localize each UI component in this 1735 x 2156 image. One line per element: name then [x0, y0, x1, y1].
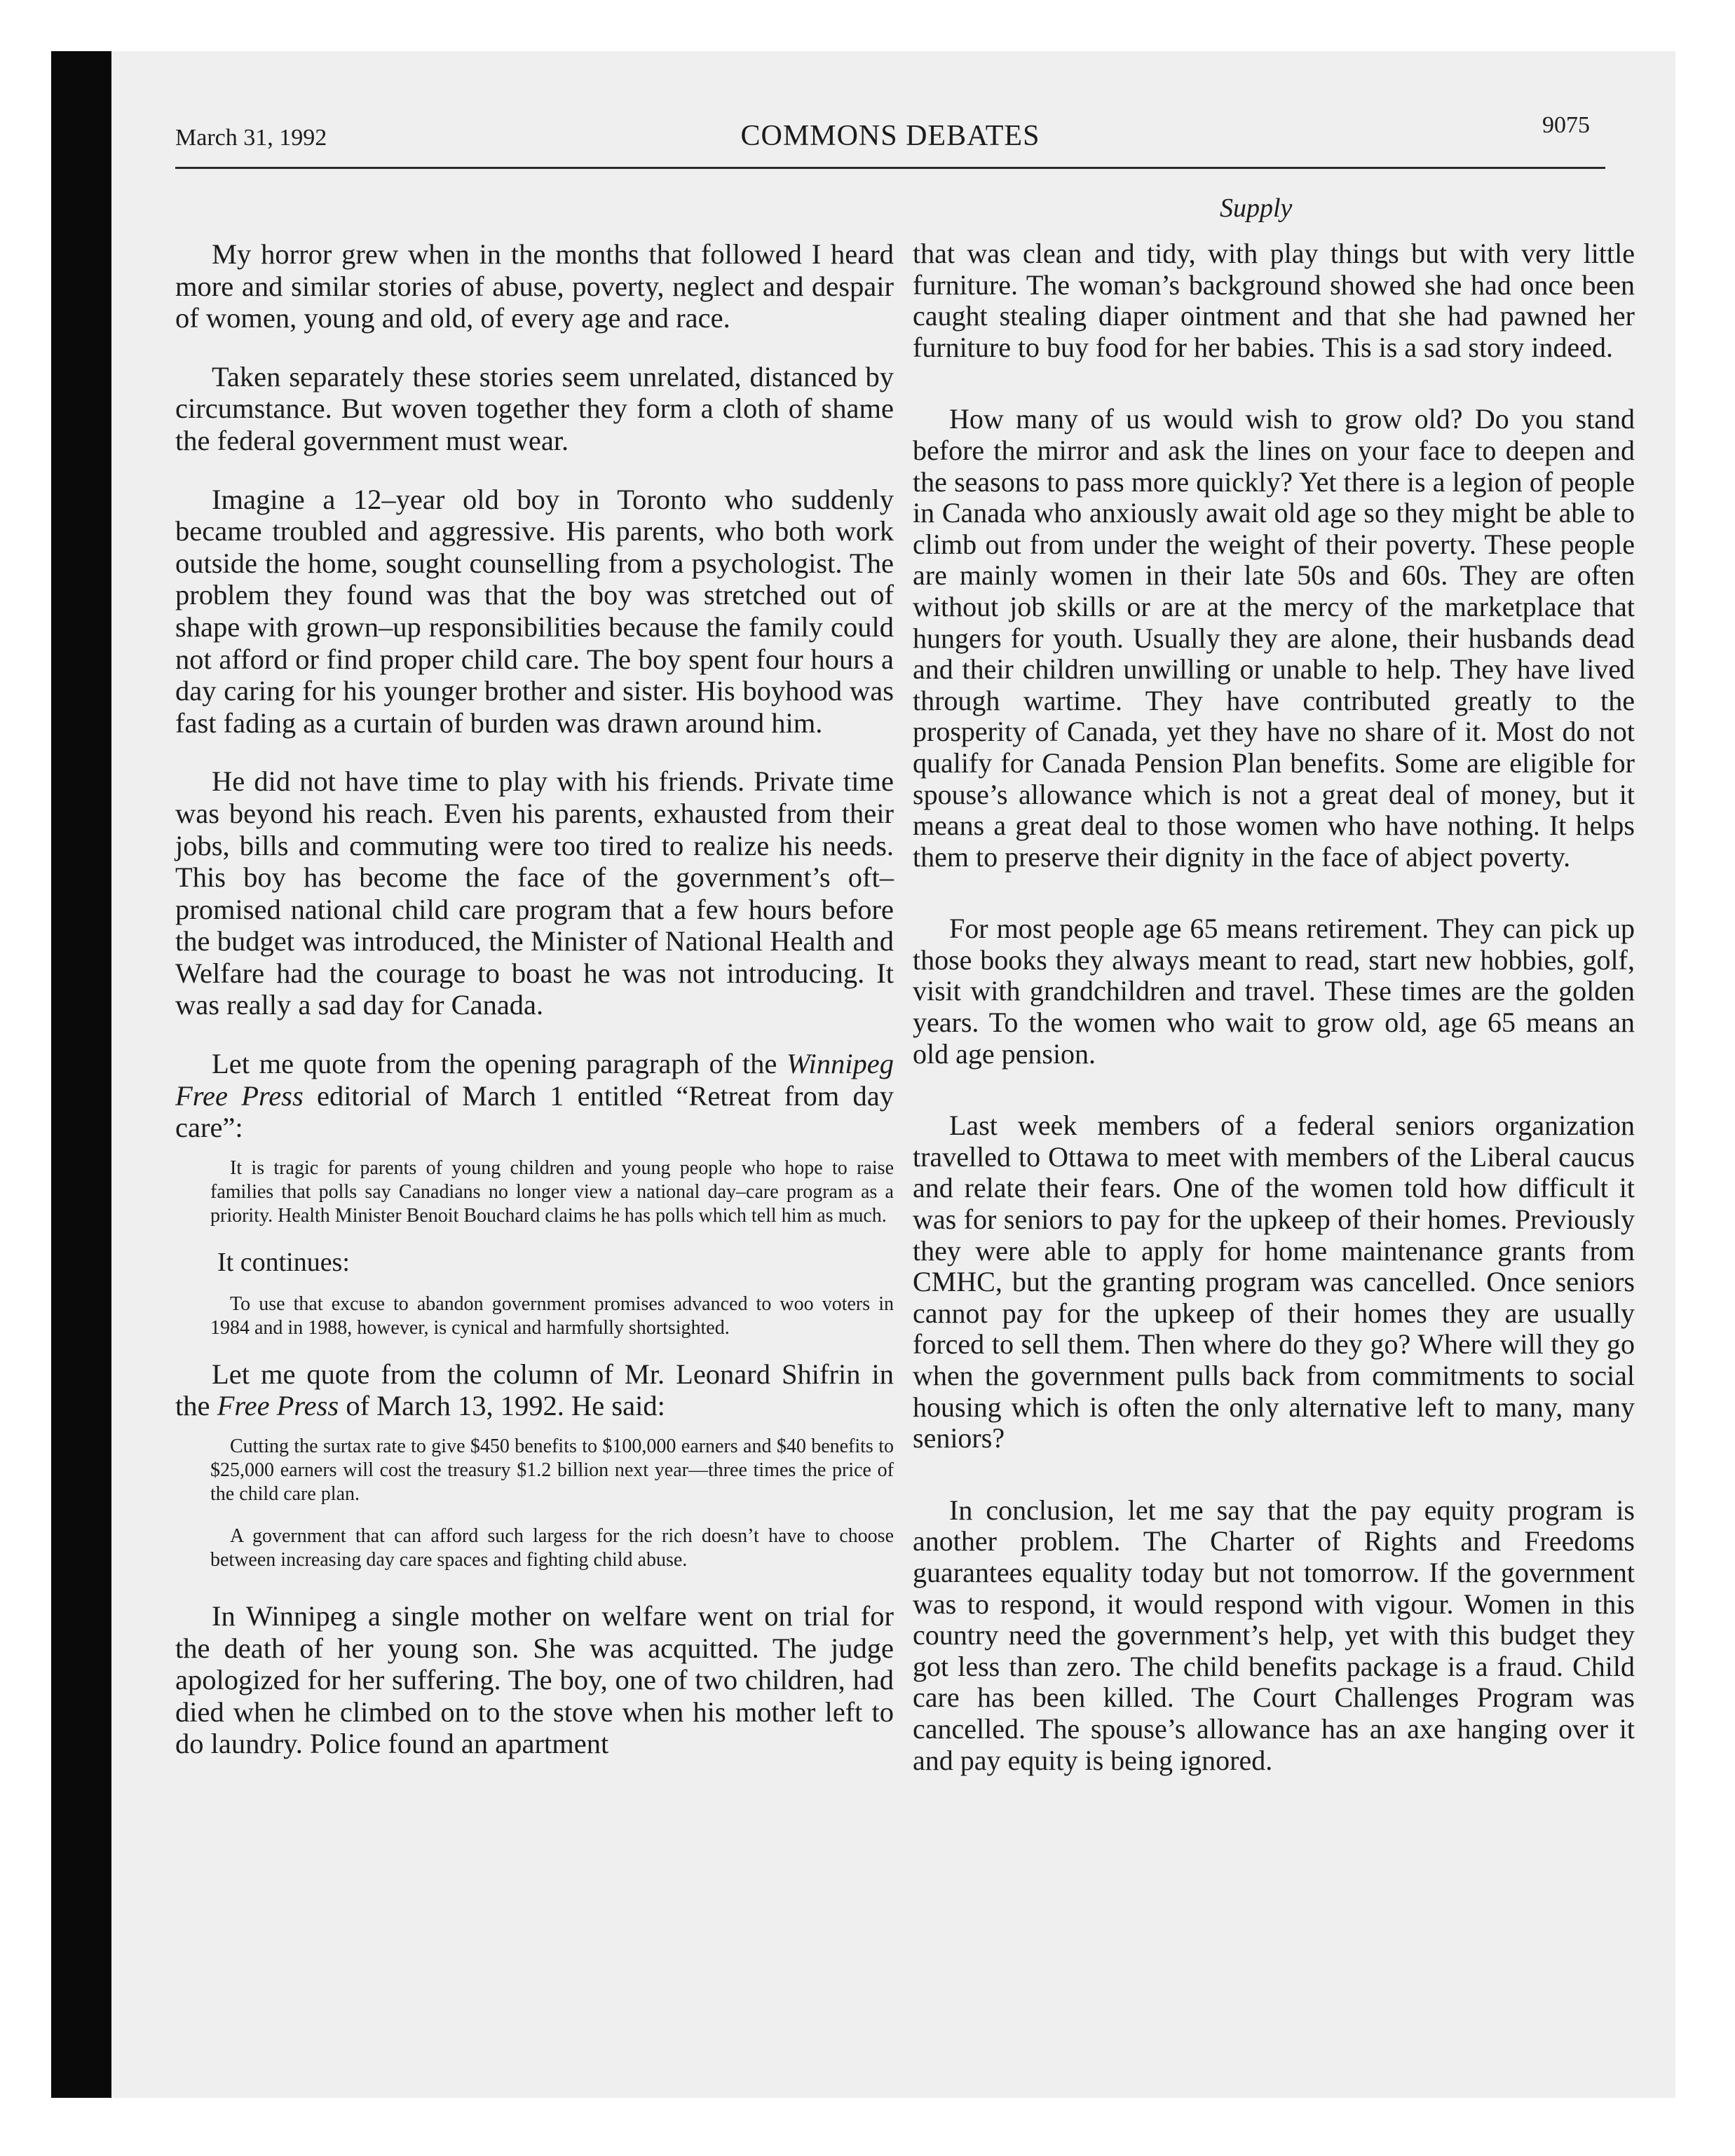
- paragraph: It continues:: [217, 1247, 350, 1277]
- paragraph: Last week members of a federal seniors organization travelled to Ottawa to meet with members of the Liberal caucus and relate their fears. One of the women told how difficult it was for seniors to pay for the upkeep of their homes. Previously they were able to apply for home maintenance grants from CMHC, but the granting program was cancelled. Once seniors cannot pay for the upkeep of their homes they are usually forced to sell them. Then where do they go? Where will they go when the government pulls back from commitments to social housing which is often the only alternative left to many, many seniors?: [913, 1110, 1635, 1454]
- paragraph: How many of us would wish to grow old? Do you stand before the mirror and ask the lines on your face to deepen and the seasons to pass more quickly? Yet there is a legion of people in Canada who anxiously await old age so they might be able to climb out from under the weight of their poverty. These people are mainly women in their late 50s and 60s. They are often without job skills or are at the mercy of the marketplace that hungers for youth. Usually they are alone, their husbands dead and their children unwilling or unable to help. They have lived through wartime. They have contributed greatly to the prosperity of Canada, yet they have no share of it. Most do not qualify for Canada Pension Plan benefits. Some are eligible for spouse’s allowance which is not a great deal of money, but it means a great deal to those women who have nothing. It helps them to preserve their dignity in the face of abject poverty.: [913, 403, 1635, 873]
- publication-title: Winnipeg Free Press: [175, 1048, 894, 1112]
- section-title: Supply: [1220, 193, 1293, 223]
- block-quote: To use that excuse to abandon government promises advanced to woo voters in 1984 and in 1988, however, is cynical and harmfully shortsighted.: [210, 1292, 894, 1339]
- paragraph: He did not have time to play with his friends. Private time was beyond his reach. Even his parents, exhausted from their jobs, bills and commuting were too tired to realize his needs. This boy has become the face of the government’s oft–promised national child care program that a few hours before the budget was introduced, the Minister of National Health and Welfare had the courage to boast he was not introducing. It was really a sad day for Canada.: [175, 765, 894, 1021]
- paragraph: Imagine a 12–year old boy in Toronto who suddenly became troubled and aggressive. His parents, who both work outside the home, sought counselling from a psychologist. The problem they found was that the boy was stretched out of shape with grown–up responsibilities because the family could not afford or find proper child care. The boy spent four hours a day caring for his younger brother and sister. His boyhood was fast fading as a curtain of burden was drawn around him.: [175, 483, 894, 739]
- paragraph: that was clean and tidy, with play things but with very little furniture. The woman’s background showed she had once been caught stealing diaper ointment and that she had pawned her furniture to buy food for her babies. This is a sad story indeed.: [913, 238, 1635, 363]
- paragraph-text: editorial of March 1 entitled “Retreat from day care”:: [175, 1079, 894, 1144]
- right-column: [913, 238, 1635, 1817]
- header-title: COMMONS DEBATES: [740, 120, 1040, 152]
- paragraph-text: Let me quote from the column of Mr. Leonard Shifrin in the: [175, 1358, 894, 1422]
- paragraph: In Winnipeg a single mother on welfare went on trial for the death of her young son. She was acquitted. The judge apologized for her suffering. The boy, one of two children, had died when he climbed on to the stove when his mother left to do laundry. Police found an apartment: [175, 1600, 894, 1760]
- paragraph: My horror grew when in the months that followed I heard more and similar stories of abuse, poverty, neglect and despair of women, young and old, of every age and race.: [175, 238, 894, 334]
- header-date: March 31, 1992: [175, 125, 327, 151]
- header-rule: [175, 167, 1605, 169]
- paragraph-text: of March 13, 1992. He said:: [339, 1390, 665, 1422]
- page-header: [175, 112, 1605, 168]
- block-quote: A government that can afford such largess for the rich doesn’t have to choose between increasing day care spaces and fighting child abuse.: [210, 1525, 894, 1571]
- paragraph: [175, 1358, 894, 1422]
- paragraph: In conclusion, let me say that the pay equity program is another problem. The Charter of Rights and Freedoms guarantees equality today but not tomorrow. If the government was to respond, it would respond with vigour. Women in this country need the government’s help, yet with this budget they got less than zero. The child benefits package is a fraud. Child care has been killed. The Court Challenges Program was cancelled. The spouse’s allowance has an axe hanging over it and pay equity is being ignored.: [913, 1494, 1635, 1776]
- paragraph: [175, 1048, 894, 1144]
- page-number: 9075: [1542, 112, 1590, 138]
- publication-title: Free Press: [217, 1390, 339, 1422]
- paragraph: For most people age 65 means retirement. They can pick up those books they always meant to read, start new hobbies, golf, visit with grandchildren and travel. These times are the golden years. To the women who wait to grow old, age 65 means an old age pension.: [913, 913, 1635, 1070]
- scan-border: [51, 51, 111, 2098]
- block-quote: Cutting the surtax rate to give $450 benefits to $100,000 earners and $40 benefits to $25,000 earners will cost the treasury $1.2 billion next year—three times the price of the child care plan.: [210, 1435, 894, 1506]
- paragraph-text: Let me quote from the opening paragraph of the: [212, 1048, 787, 1080]
- left-column: [175, 238, 894, 1787]
- paragraph: Taken separately these stories seem unrelated, distanced by circumstance. But woven together they form a cloth of shame the federal government must wear.: [175, 360, 894, 456]
- block-quote: It is tragic for parents of young children and young people who hope to raise families that polls say Canadians no longer view a national day–care program as a priority. Health Minister Benoit Bouchard claims he has polls which tell him as much.: [210, 1157, 894, 1227]
